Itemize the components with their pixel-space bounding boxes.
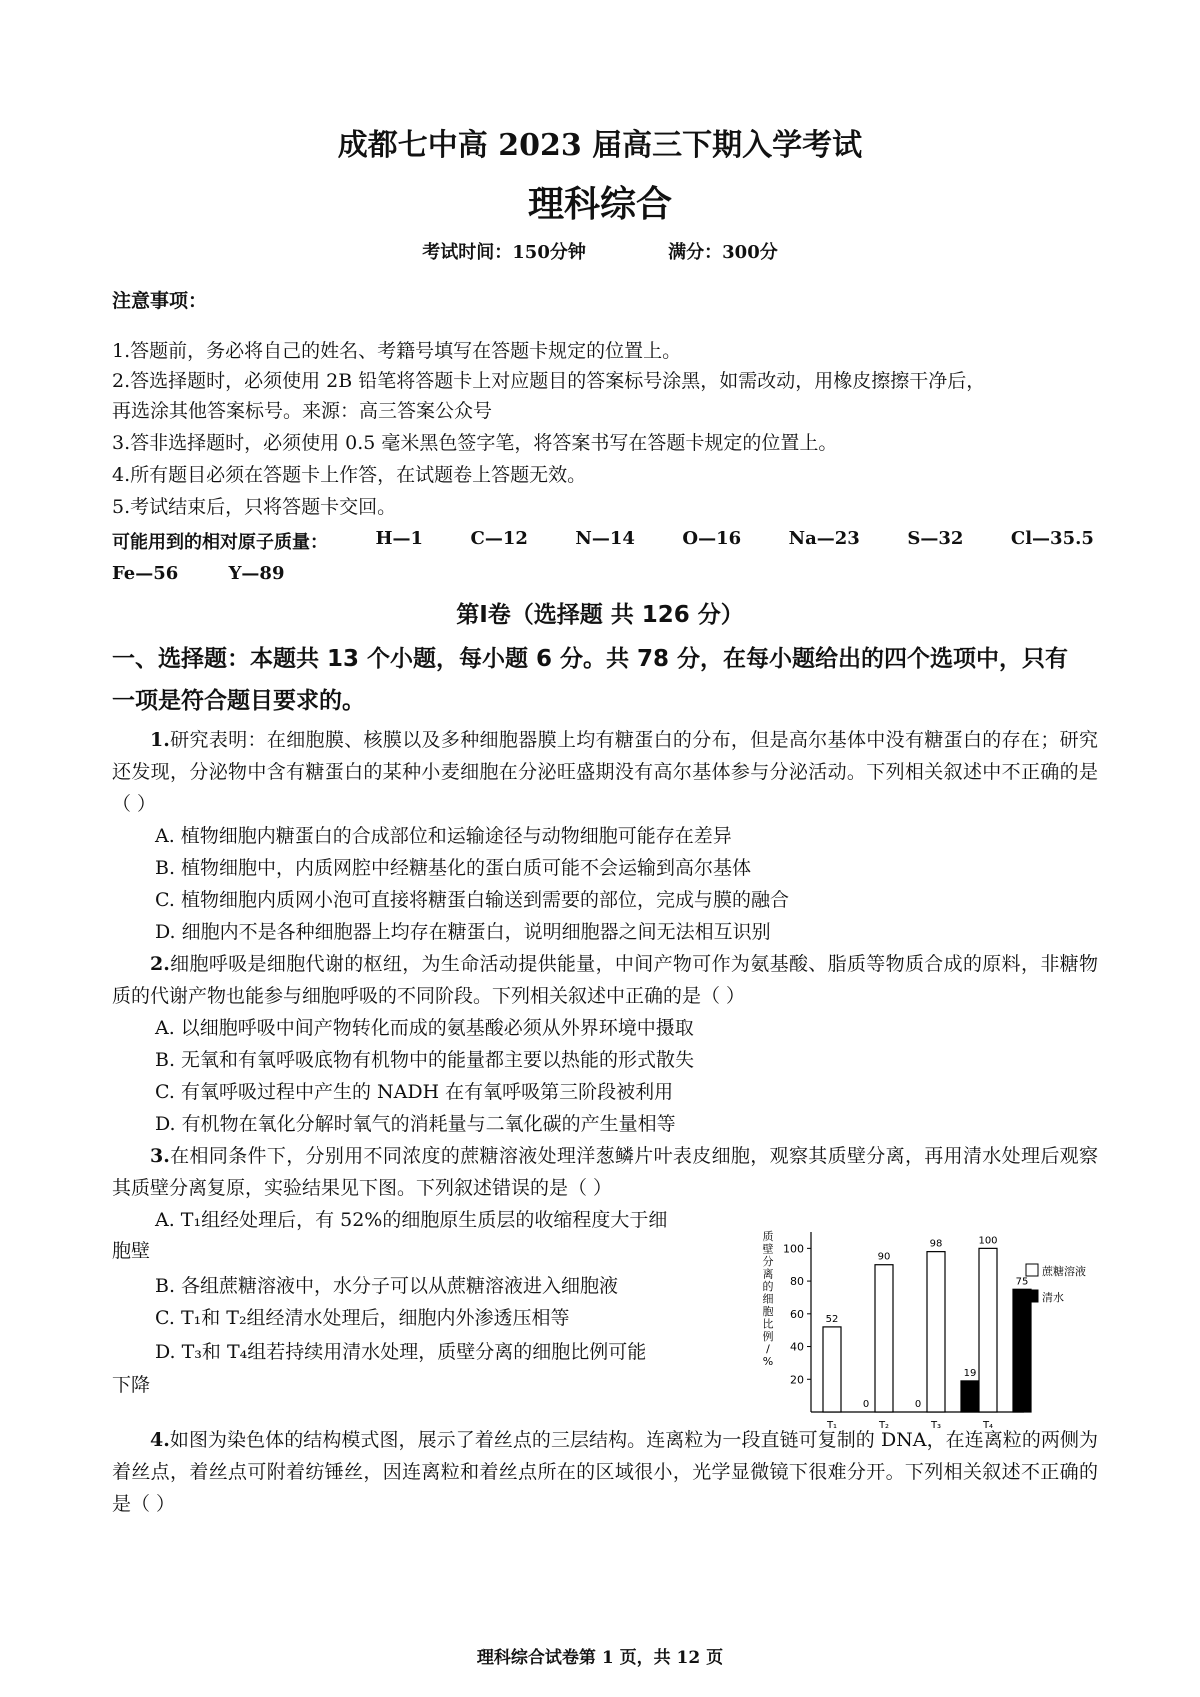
option-d: D. T₃和 T₄组若持续用清水处理，质壁分离的细胞比例可能 xyxy=(155,1341,647,1363)
section-instructions: 一、选择题：本题共 13 个小题，每小题 6 分。共 78 分，在每小题给出的四个选项中，只有 xyxy=(112,646,1069,672)
y-tick-label: 80 xyxy=(790,1275,804,1289)
legend-swatch xyxy=(1026,1264,1038,1276)
mass-item: Na—23 xyxy=(788,528,860,549)
legend-label: 清水 xyxy=(1042,1291,1064,1304)
y-axis-label-char: 细 xyxy=(762,1292,774,1306)
mass-item: N—14 xyxy=(575,528,635,549)
legend-label: 蔗糖溶液 xyxy=(1042,1265,1086,1278)
exam-title: 成都七中高 2023 届高三下期入学考试 xyxy=(337,128,863,163)
section-instructions-cont: 一项是符合题目要求的。 xyxy=(112,688,365,714)
atomic-masses-cont xyxy=(112,563,328,584)
y-axis-label-char: 的 xyxy=(762,1280,774,1293)
y-tick-label: 60 xyxy=(790,1307,804,1321)
x-tick-label: T₂ xyxy=(878,1420,890,1431)
question-1 xyxy=(112,724,1098,820)
y-axis-label-char: / xyxy=(766,1342,770,1356)
notice-item: 再选涂其他答案标号。来源：高三答案公众号 xyxy=(112,400,493,422)
y-axis-label-char: 胞 xyxy=(762,1305,774,1318)
option-a-cont: 胞壁 xyxy=(112,1240,151,1262)
question-stem: 在相同条件下，分别用不同浓度的蔗糖溶液处理洋葱鳞片叶表皮细胞，观察其质壁分离，再用清水处理后观察其质壁分离复原，实验结果见下图。下列叙述错误的是（ ） xyxy=(112,1145,1098,1199)
question-stem: 细胞呼吸是细胞代谢的枢纽，为生命活动提供能量，中间产物可作为氨基酸、脂质等物质合成的原料，非糖物质的代谢产物也能参与细胞呼吸的不同阶段。下列相关叙述中正确的是（ ） xyxy=(112,953,1098,1007)
mass-item: C—12 xyxy=(470,528,528,549)
notice-item: 4.所有题目必须在答题卡上作答，在试题卷上答题无效。 xyxy=(112,464,587,486)
y-axis-label-char: 比 xyxy=(762,1317,774,1331)
option-c: C. 植物细胞内质网小泡可直接将糖蛋白输送到需要的部位，完成与膜的融合 xyxy=(155,889,789,911)
mass-item: Cl—35.5 xyxy=(1010,528,1094,549)
notice-item: 5.考试结束后，只将答题卡交回。 xyxy=(112,496,397,518)
question-number: 2. xyxy=(150,953,170,975)
question-number: 1. xyxy=(150,729,170,751)
exam-subject: 理科综合 xyxy=(527,183,672,225)
mass-item: Y—89 xyxy=(228,563,285,584)
exam-time: 考试时间：150分钟 xyxy=(422,242,586,263)
y-axis-label-char: 离 xyxy=(762,1267,774,1281)
option-b: B. 各组蔗糖溶液中，水分子可以从蔗糖溶液进入细胞液 xyxy=(155,1275,619,1297)
bar-sucrose xyxy=(979,1248,997,1412)
bar-sucrose xyxy=(927,1252,945,1412)
y-axis-label-char: 壁 xyxy=(762,1242,774,1256)
notice-item: 3.答非选择题时，必须使用 0.5 毫米黑色签字笔，将答案书写在答题卡规定的位置上。 xyxy=(112,432,838,454)
x-tick-label: T₃ xyxy=(930,1420,942,1431)
y-tick-label: 20 xyxy=(790,1373,804,1387)
option-c: C. T₁和 T₂组经清水处理后，细胞内外渗透压相等 xyxy=(155,1307,570,1329)
option-a: A. 植物细胞内糖蛋白的合成部位和运输途径与动物细胞可能存在差异 xyxy=(155,825,732,847)
notice-item: 1.答题前，务必将自己的姓名、考籍号填写在答题卡规定的位置上。 xyxy=(112,340,682,362)
mass-item: Fe—56 xyxy=(112,563,179,584)
bar-sucrose xyxy=(875,1265,893,1412)
question-stem: 如图为染色体的结构模式图，展示了着丝点的三层结构。连离粒为一段直链可复制的 DNA，在连离粒的两侧为着丝点，着丝点可附着纺锤丝，因连离粒和着丝点所在的区域很小，光学显微镜下很难分开。下列相关叙述不正确的是（ ） xyxy=(112,1429,1098,1515)
option-b: B. 无氧和有氧呼吸底物有机物中的能量都主要以热能的形式散失 xyxy=(155,1049,695,1071)
y-tick-label: 40 xyxy=(790,1340,804,1354)
bar-data-label: 75 xyxy=(1015,1276,1029,1288)
y-axis-label-char: 分 xyxy=(762,1255,774,1268)
bar-water xyxy=(1013,1289,1031,1412)
y-axis-label-char: 例 xyxy=(762,1330,774,1343)
question-2 xyxy=(112,948,1098,1012)
x-tick-label: T₁ xyxy=(826,1420,838,1431)
notice-heading: 注意事项： xyxy=(112,290,208,312)
y-axis-label-char: % xyxy=(762,1355,774,1368)
x-tick-label: T₄ xyxy=(982,1420,994,1431)
bar-data-label: 19 xyxy=(963,1367,977,1379)
y-axis-label xyxy=(763,1229,774,1368)
option-d: D. 有机物在氧化分解时氧气的消耗量与二氧化碳的产生量相等 xyxy=(155,1113,676,1135)
option-d: D. 细胞内不是各种细胞器上均存在糖蛋白，说明细胞器之间无法相互识别 xyxy=(155,921,771,943)
page-footer: 理科综合试卷第 1 页，共 12 页 xyxy=(476,1648,724,1668)
bar-data-label: 98 xyxy=(929,1238,943,1250)
question-number: 4. xyxy=(150,1429,170,1451)
exam-score: 满分：300分 xyxy=(668,242,778,263)
atomic-masses xyxy=(112,528,1094,554)
question-4 xyxy=(112,1424,1098,1520)
y-axis-label-char: 质 xyxy=(762,1230,774,1243)
bar-data-label: 0 xyxy=(914,1399,922,1410)
question-stem: 研究表明：在细胞膜、核膜以及多种细胞器膜上均有糖蛋白的分布，但是高尔基体中没有糖蛋白的存在；研究还发现，分泌物中含有糖蛋白的某种小麦细胞在分泌旺盛期没有高尔基体参与分泌活动。下列相关叙述中不正确的是（ ） xyxy=(112,729,1098,815)
bar-data-label: 0 xyxy=(862,1399,870,1410)
mass-item: S—32 xyxy=(907,528,964,549)
notice-item: 2.答选择题时，必须使用 2B 铅笔将答题卡上对应题目的答案标号涂黑，如需改动，用橡皮擦擦干净后， xyxy=(112,370,986,392)
question-number: 3. xyxy=(150,1145,170,1167)
mass-item: H—1 xyxy=(375,528,424,549)
option-a: A. 以细胞呼吸中间产物转化而成的氨基酸必须从外界环境中摄取 xyxy=(155,1017,694,1039)
question-3 xyxy=(112,1140,1098,1204)
exam-info xyxy=(0,238,1200,264)
bar-sucrose xyxy=(823,1327,841,1412)
y-tick-label: 100 xyxy=(783,1242,804,1256)
option-b: B. 植物细胞中，内质网腔中经糖基化的蛋白质可能不会运输到高尔基体 xyxy=(155,857,752,879)
mass-item: O—16 xyxy=(682,528,742,549)
legend-swatch xyxy=(1026,1290,1038,1302)
option-d-cont: 下降 xyxy=(112,1374,151,1396)
bar-data-label: 100 xyxy=(978,1235,998,1247)
bar-data-label: 90 xyxy=(877,1251,891,1263)
plasmolysis-bar-chart xyxy=(756,1222,1096,1438)
masses-label: 可能用到的相对原子质量： xyxy=(112,532,328,553)
option-a: A. T₁组经处理后，有 52%的细胞原生质层的收缩程度大于细 xyxy=(155,1209,668,1231)
bar-data-label: 52 xyxy=(825,1313,839,1325)
volume-title: 第Ⅰ卷（选择题 共 126 分） xyxy=(456,602,744,628)
option-c: C. 有氧呼吸过程中产生的 NADH 在有氧呼吸第三阶段被利用 xyxy=(155,1081,674,1103)
bar-water xyxy=(961,1381,979,1412)
